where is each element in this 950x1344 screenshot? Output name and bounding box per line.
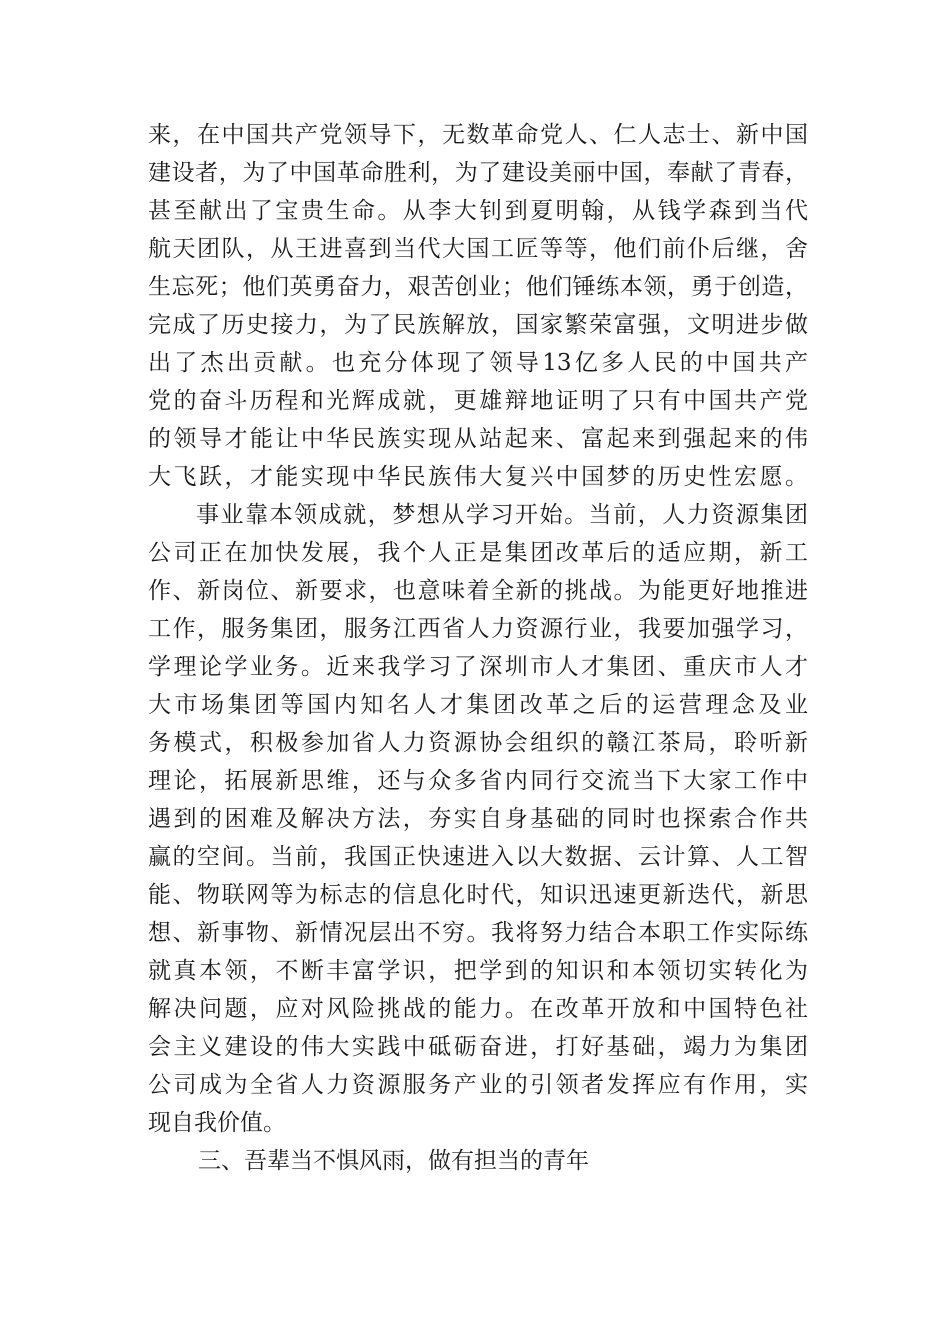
text-line: 大飞跃，才能实现中华民族伟大复兴中国梦的历史性宏愿。 bbox=[148, 464, 808, 490]
text-line: 现自我价值。 bbox=[148, 1110, 286, 1136]
text-line: 赢的空间。当前，我国正快速进入以大数据、云计算、人工智 bbox=[148, 844, 808, 870]
text-line: 理论，拓展新思维，还与众多省内同行交流当下大家工作中 bbox=[148, 768, 808, 794]
section-heading: 三、吾辈当不惧风雨，做有担当的青年 bbox=[198, 1148, 589, 1174]
text-line: 会主义建设的伟大实践中砥砺奋进，打好基础，竭力为集团 bbox=[148, 1034, 808, 1060]
text-line: 能、物联网等为标志的信息化时代，知识迅速更新迭代，新思 bbox=[148, 882, 808, 908]
text-line: 出了杰出贡献。也充分体现了领导13亿多人民的中国共产 bbox=[148, 350, 808, 376]
text-line: 解决问题，应对风险挑战的能力。在改革开放和中国特色社 bbox=[148, 996, 808, 1022]
paragraph-1 bbox=[148, 116, 808, 496]
document-body bbox=[148, 116, 808, 1180]
text-line: 党的奋斗历程和光辉成就，更雄辩地证明了只有中国共产党 bbox=[148, 388, 808, 414]
text-line: 大市场集团等国内知名人才集团改革之后的运营理念及业 bbox=[148, 692, 808, 718]
text-line: 公司成为全省人力资源服务产业的引领者发挥应有作用，实 bbox=[148, 1072, 808, 1098]
text-line: 想、新事物、新情况层出不穷。我将努力结合本职工作实际练 bbox=[148, 920, 808, 946]
text-line: 就真本领，不断丰富学识，把学到的知识和本领切实转化为 bbox=[148, 958, 808, 984]
text-line: 作、新岗位、新要求，也意味着全新的挑战。为能更好地推进 bbox=[148, 578, 808, 604]
text-line: 务模式，积极参加省人力资源协会组织的赣江茶局，聆听新 bbox=[148, 730, 808, 756]
text-line: 生忘死；他们英勇奋力，艰苦创业；他们锤练本领，勇于创造， bbox=[148, 274, 808, 300]
text-line: 工作，服务集团，服务江西省人力资源行业，我要加强学习， bbox=[148, 616, 808, 642]
text-line: 公司正在加快发展，我个人正是集团改革后的适应期，新工 bbox=[148, 540, 808, 566]
paragraph-2 bbox=[148, 496, 808, 1142]
text-line: 完成了历史接力，为了民族解放，国家繁荣富强，文明进步做 bbox=[148, 312, 808, 338]
text-line: 来，在中国共产党领导下，无数革命党人、仁人志士、新中国 bbox=[148, 122, 808, 148]
text-line: 甚至献出了宝贵生命。从李大钊到夏明翰，从钱学森到当代 bbox=[148, 198, 808, 224]
text-line: 事业靠本领成就，梦想从学习开始。当前，人力资源集团 bbox=[196, 502, 808, 528]
text-line: 航天团队，从王进喜到当代大国工匠等等，他们前仆后继，舍 bbox=[148, 236, 808, 262]
text-line: 建设者，为了中国革命胜利，为了建设美丽中国，奉献了青春， bbox=[148, 160, 808, 186]
text-line: 的领导才能让中华民族实现从站起来、富起来到强起来的伟 bbox=[148, 426, 808, 452]
text-line: 学理论学业务。近来我学习了深圳市人才集团、重庆市人才 bbox=[148, 654, 808, 680]
text-line: 遇到的困难及解决方法，夯实自身基础的同时也探索合作共 bbox=[148, 806, 808, 832]
